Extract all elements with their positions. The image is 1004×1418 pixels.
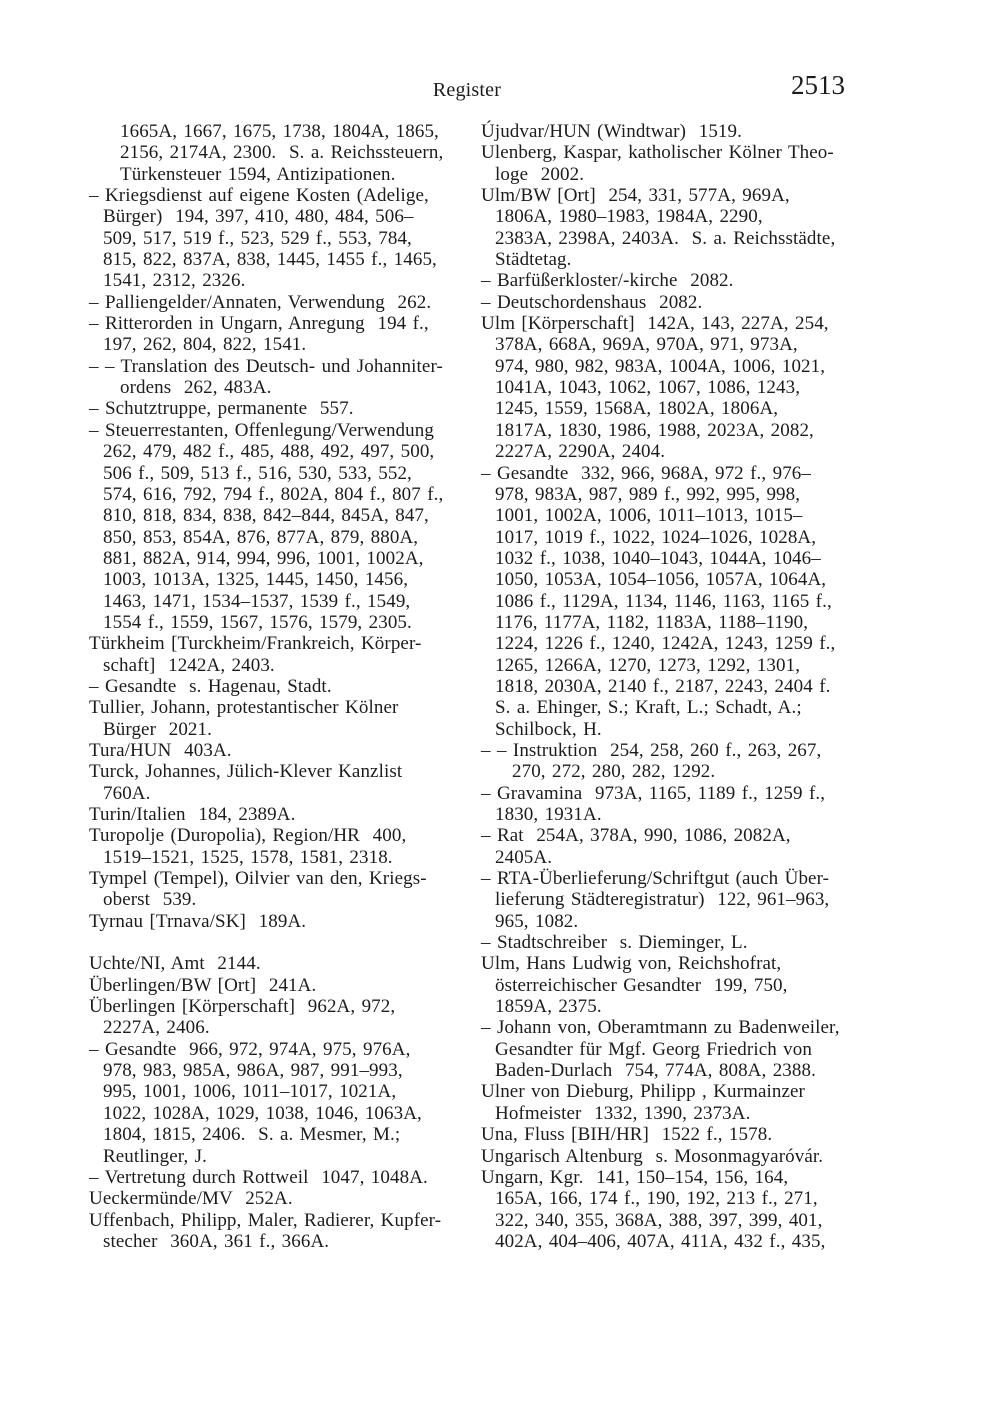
- index-line: Bürger) 194, 397, 410, 480, 484, 506–: [103, 206, 414, 228]
- index-line: Uffenbach, Philipp, Maler, Radierer, Kupfer-: [89, 1209, 442, 1231]
- index-line: schaft] 1242A, 2403.: [103, 654, 275, 676]
- index-line: 1003, 1013A, 1325, 1445, 1450, 1456,: [103, 569, 409, 591]
- index-line: – Gesandte 332, 966, 968A, 972 f., 976–: [481, 462, 811, 484]
- index-line: loge 2002.: [495, 163, 585, 185]
- index-line: 506 f., 509, 513 f., 516, 530, 533, 552,: [103, 462, 412, 484]
- index-line: 1830, 1931A.: [495, 804, 602, 825]
- index-line: Überlingen/BW [Ort] 241A.: [89, 974, 317, 996]
- index-line: 1041A, 1043, 1062, 1067, 1086, 1243,: [495, 377, 801, 399]
- index-line: 1463, 1471, 1534–1537, 1539 f., 1549,: [103, 590, 411, 612]
- index-line: Ulm, Hans Ludwig von, Reichshofrat,: [481, 953, 782, 975]
- index-line: S. a. Ehinger, S.; Kraft, L.; Schadt, A.;: [495, 697, 802, 719]
- index-line: ordens 262, 483A.: [120, 377, 272, 399]
- index-line: Gesandter für Mgf. Georg Friedrich von: [495, 1038, 812, 1060]
- running-head-title: Register: [432, 79, 502, 101]
- index-line: 1519–1521, 1525, 1578, 1581, 2318.: [103, 846, 393, 868]
- index-line: Städtetag.: [495, 249, 572, 271]
- index-line: – Rat 254A, 378A, 990, 1086, 2082A,: [481, 825, 791, 847]
- index-line: 197, 262, 804, 822, 1541.: [103, 334, 307, 356]
- index-line: Una, Fluss [BIH/HR] 1522 f., 1578.: [481, 1124, 773, 1146]
- index-line: 165A, 166, 174 f., 190, 192, 213 f., 271,: [495, 1188, 818, 1210]
- index-line: 1224, 1226 f., 1240, 1242A, 1243, 1259 f.,: [495, 633, 836, 655]
- index-line: Reutlinger, J.: [103, 1145, 207, 1167]
- index-line: 509, 517, 519 f., 523, 529 f., 553, 784,: [103, 227, 412, 249]
- index-line: Schilbock, H.: [495, 718, 602, 740]
- index-line: – – Instruktion 254, 258, 260 f., 263, 267,: [481, 739, 822, 761]
- index-line: Újudvar/HUN (Windtwar) 1519.: [481, 121, 742, 142]
- index-line: Ungarn, Kgr. 141, 150–154, 156, 164,: [481, 1166, 789, 1188]
- index-line: Turin/Italien 184, 2389A.: [89, 804, 296, 825]
- index-line: oberst 539.: [103, 889, 197, 911]
- index-line: Tyrnau [Trnava/SK] 189A.: [89, 910, 307, 932]
- index-line: 810, 818, 834, 838, 842–844, 845A, 847,: [103, 505, 429, 527]
- index-line: – Ritterorden in Ungarn, Anregung 194 f.,: [89, 313, 429, 335]
- index-line: – Schutztruppe, permanente 557.: [89, 398, 354, 420]
- index-line: österreichischer Gesandter 199, 750,: [495, 974, 788, 996]
- index-line: 978, 983, 985A, 986A, 987, 991–993,: [103, 1060, 403, 1082]
- index-line: Tympel (Tempel), Oilvier van den, Kriegs-: [89, 868, 427, 890]
- index-line: 1804, 1815, 2406. S. a. Mesmer, M.;: [103, 1124, 401, 1146]
- index-line: 270, 272, 280, 282, 1292.: [512, 761, 716, 783]
- index-line: Hofmeister 1332, 1390, 2373A.: [495, 1102, 751, 1124]
- index-line: Turopolje (Duropolia), Region/HR 400,: [89, 825, 407, 847]
- index-line: 978, 983A, 987, 989 f., 992, 995, 998,: [495, 483, 801, 505]
- index-line: 815, 822, 837A, 838, 1445, 1455 f., 1465,: [103, 249, 437, 271]
- index-line: – Vertretung durch Rottweil 1047, 1048A.: [89, 1166, 428, 1188]
- index-line: lieferung Städteregistratur) 122, 961–963,: [495, 889, 830, 911]
- index-line: 881, 882A, 914, 994, 996, 1001, 1002A,: [103, 547, 424, 569]
- index-line: 1818, 2030A, 2140 f., 2187, 2243, 2404 f.: [495, 675, 831, 697]
- index-line: 1817A, 1830, 1986, 1988, 2023A, 2082,: [495, 419, 814, 441]
- index-line: – Steuerrestanten, Offenlegung/Verwendung: [89, 419, 434, 441]
- index-line: Baden-Durlach 754, 774A, 808A, 2388.: [495, 1060, 816, 1082]
- index-line: 974, 980, 982, 983A, 1004A, 1006, 1021,: [495, 355, 826, 377]
- index-line: 402A, 404–406, 407A, 411A, 432 f., 435,: [495, 1230, 826, 1252]
- index-line: Ungarisch Altenburg s. Mosonmagyaróvár.: [481, 1145, 824, 1167]
- index-line: – Deutschordenshaus 2082.: [481, 291, 703, 313]
- index-line: Turck, Johannes, Jülich-Klever Kanzlist: [89, 761, 403, 783]
- index-line: – Palliengelder/Annaten, Verwendung 262.: [89, 291, 432, 313]
- index-column-left: [89, 121, 474, 1252]
- index-line: 1001, 1002A, 1006, 1011–1013, 1015–: [495, 505, 803, 527]
- index-line: 574, 616, 792, 794 f., 802A, 804 f., 807 f.,: [103, 483, 444, 505]
- index-line: 1176, 1177A, 1182, 1183A, 1188–1190,: [495, 611, 809, 633]
- index-line: – RTA-Überlieferung/Schriftgut (auch Über-: [481, 868, 830, 890]
- index-line: – Johann von, Oberamtmann zu Badenweiler,: [481, 1017, 840, 1039]
- index-line: Ulm [Körperschaft] 142A, 143, 227A, 254,: [481, 313, 829, 335]
- index-line: – Kriegsdienst auf eigene Kosten (Adelige,: [89, 185, 429, 207]
- page-number: 2513: [791, 70, 845, 100]
- index-line: 2227A, 2406.: [103, 1017, 210, 1039]
- index-line: 850, 853, 854A, 876, 877A, 879, 880A,: [103, 526, 419, 548]
- index-line: – Barfüßerkloster/-kirche 2082.: [481, 270, 734, 292]
- index-line: 965, 1082.: [495, 910, 579, 932]
- index-line: 1050, 1053A, 1054–1056, 1057A, 1064A,: [495, 569, 827, 591]
- index-line: 322, 340, 355, 368A, 388, 397, 399, 401,: [495, 1209, 823, 1231]
- index-line: stecher 360A, 361 f., 366A.: [103, 1230, 330, 1252]
- index-line: 2156, 2174A, 2300. S. a. Reichssteuern,: [120, 142, 444, 164]
- index-line: Tullier, Johann, protestantischer Kölner: [89, 697, 399, 719]
- index-line: – Gesandte s. Hagenau, Stadt.: [89, 675, 332, 697]
- index-line: Ulenberg, Kaspar, katholischer Kölner Theo-: [481, 142, 834, 164]
- index-line: 378A, 668A, 969A, 970A, 971, 973A,: [495, 334, 798, 356]
- index-line: 2405A.: [495, 846, 553, 868]
- blank-line: [89, 932, 474, 953]
- index-line: 1541, 2312, 2326.: [103, 270, 246, 292]
- index-line: 1665A, 1667, 1675, 1738, 1804A, 1865,: [120, 121, 439, 142]
- index-line: Türkheim [Turckheim/Frankreich, Körper-: [89, 633, 422, 655]
- index-line: 1265, 1266A, 1270, 1273, 1292, 1301,: [495, 654, 801, 676]
- index-line: Ulm/BW [Ort] 254, 331, 577A, 969A,: [481, 185, 790, 207]
- index-line: – Gesandte 966, 972, 974A, 975, 976A,: [89, 1038, 411, 1060]
- index-line: 262, 479, 482 f., 485, 488, 492, 497, 500,: [103, 441, 435, 463]
- index-column-right: [481, 121, 866, 1252]
- index-line: 995, 1001, 1006, 1011–1017, 1021A,: [103, 1081, 397, 1103]
- index-line: 1022, 1028A, 1029, 1038, 1046, 1063A,: [103, 1102, 422, 1124]
- index-line: 760A.: [103, 782, 151, 804]
- index-line: Tura/HUN 403A.: [89, 739, 232, 761]
- index-line: 1086 f., 1129A, 1134, 1146, 1163, 1165 f.,: [495, 590, 832, 612]
- index-line: 1554 f., 1559, 1567, 1576, 1579, 2305.: [103, 611, 412, 633]
- index-line: 1017, 1019 f., 1022, 1024–1026, 1028A,: [495, 526, 817, 548]
- index-line: – Gravamina 973A, 1165, 1189 f., 1259 f.,: [481, 782, 826, 804]
- index-line: Ueckermünde/MV 252A.: [89, 1188, 293, 1210]
- index-line: – – Translation des Deutsch- und Johanniter-: [89, 355, 443, 377]
- index-line: Uchte/NI, Amt 2144.: [89, 953, 261, 975]
- index-line: Überlingen [Körperschaft] 962A, 972,: [89, 996, 396, 1018]
- index-line: – Stadtschreiber s. Dieminger, L.: [481, 932, 748, 954]
- index-line: Ulner von Dieburg, Philipp , Kurmainzer: [481, 1081, 805, 1103]
- index-line: Türkensteuer 1594, Antizipationen.: [120, 163, 396, 185]
- index-line: Bürger 2021.: [103, 718, 212, 740]
- index-line: 1806A, 1980–1983, 1984A, 2290,: [495, 206, 763, 228]
- index-line: 1245, 1559, 1568A, 1802A, 1806A,: [495, 398, 779, 420]
- index-line: 1032 f., 1038, 1040–1043, 1044A, 1046–: [495, 547, 821, 569]
- index-line: 2227A, 2290A, 2404.: [495, 441, 666, 463]
- index-line: 2383A, 2398A, 2403A. S. a. Reichsstädte,: [495, 227, 836, 249]
- index-line: 1859A, 2375.: [495, 996, 602, 1018]
